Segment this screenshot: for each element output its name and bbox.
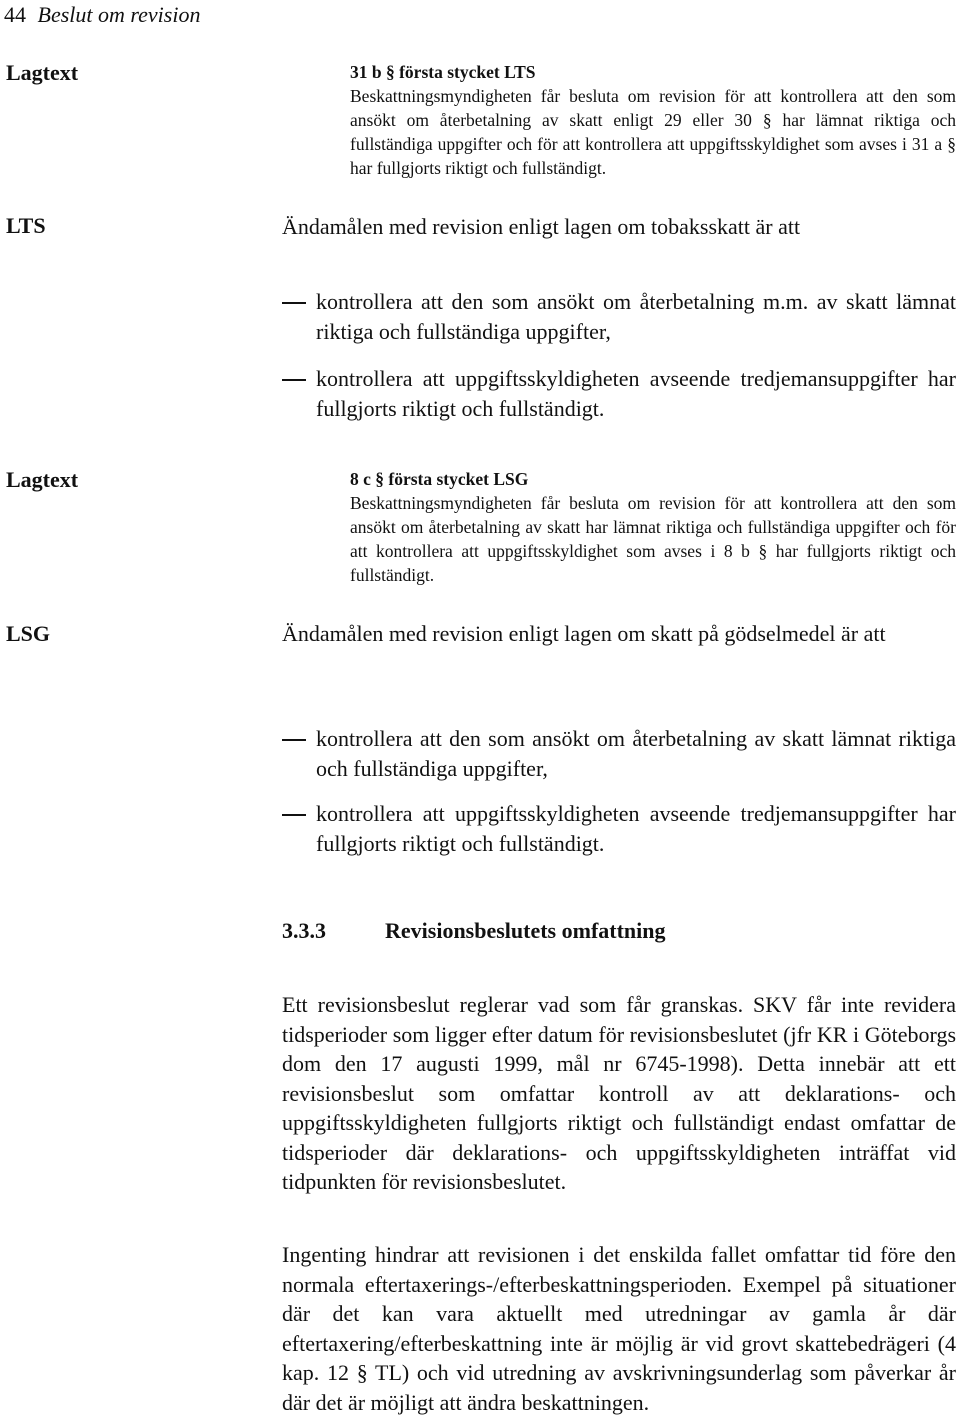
purpose-intro: Ändamålen med revision enligt lagen om tobaksskatt är att [282,214,801,239]
list-item: kontrollera att uppgiftsskyldigheten avseende tredjemansuppgifter har fullgjorts riktigt och fullständigt. [282,364,956,424]
margin-label-lagtext: Lagtext [6,467,79,492]
margin-label-lsg: LSG [6,621,51,646]
running-title: Beslut om revision [37,2,201,27]
body-paragraph: Ingenting hindrar att revisionen i det enskilda fallet omfattar tid före den normala eftertaxerings-/efterbeskattningsperioden. Exempel på situationer där det kan vara aktuellt med utredningar av gamla år där eftertaxering/efterbeskattning inte är möjlig är vid grovt skattebedrägeri (4 kap. 12 § TL) och vid utredning av avskrivningsunderlag som påverkar år där det är möjligt att ändra beskattningen. [282,1242,956,1415]
dash-bullet [282,814,306,816]
list-item: kontrollera att den som ansökt om återbetalning av skatt lämnat riktiga och fullständiga uppgifter, [282,724,956,784]
margin-label-lts: LTS [6,213,46,238]
dash-bullet [282,302,306,304]
dash-bullet [282,739,306,741]
law-text: Beskattningsmyndigheten får besluta om revision för att kontrollera att den som ansökt om återbetalning av skatt enligt 29 eller 30 § har lämnat riktiga och fullständiga uppgifter och för att kontrollera att uppgiftsskyldighet som avses i 31 a § har fullgjorts riktigt och fullständigt. [350,86,956,178]
purpose-intro: Ändamålen med revision enligt lagen om skatt på gödselmedel är att [282,621,886,646]
law-heading: 8 c § första stycket LSG [350,469,529,489]
law-quote-lts [350,60,956,180]
margin-label-lagtext: Lagtext [6,60,79,85]
page-number: 44 [4,2,26,27]
list-item: kontrollera att den som ansökt om återbetalning m.m. av skatt lämnat riktiga och fullständiga uppgifter, [282,287,956,347]
list-item: kontrollera att uppgiftsskyldigheten avseende tredjemansuppgifter har fullgjorts riktigt och fullständigt. [282,799,956,859]
page-header [4,2,200,28]
law-quote-lsg [350,467,956,587]
dash-bullet [282,379,306,381]
section-number: 3.3.3 [282,918,326,943]
section-title: Revisionsbeslutets omfattning [385,918,666,943]
law-heading: 31 b § första stycket LTS [350,62,536,82]
law-text: Beskattningsmyndigheten får besluta om revision för att kontrollera att den som ansökt om återbetalning av skatt har lämnat riktiga och fullständiga uppgifter och för att kontrollera att uppgiftsskyldighet som avses i 8 b § har fullgjorts riktigt och fullständigt. [350,493,956,585]
body-paragraph: Ett revisionsbeslut reglerar vad som får granskas. SKV får inte revidera tidsperioder som ligger efter datum för revisionsbeslutet (jfr KR i Göteborgs dom den 17 augusti 1999, mål nr 6745-1998). Detta innebär att ett revisionsbeslut som omfattar kontroll av att deklarations- och uppgiftsskyldigheten fullgjorts riktigt och fullständigt endast omfattar de tidsperioder där deklarations- och uppgiftsskyldigheten inträffat vid tidpunkten för revisionsbeslutet. [282,992,956,1194]
